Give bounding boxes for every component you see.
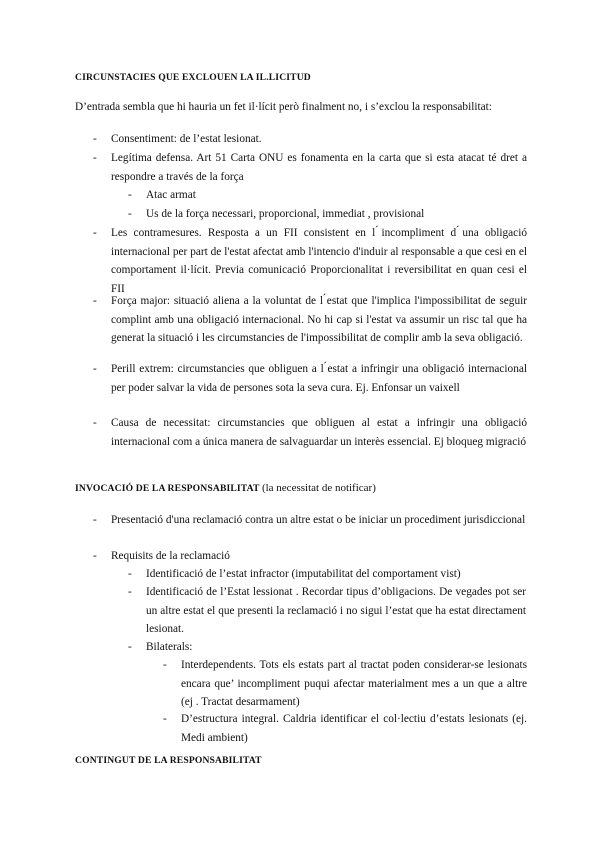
section-heading-invocacio-note: (la necessitat de notificar) xyxy=(261,482,376,494)
bullet-dash: - xyxy=(93,550,97,562)
bullet-dash: - xyxy=(93,227,97,239)
bullet-dash: - xyxy=(93,417,97,429)
sub-item-atac-armat: Atac armat xyxy=(146,189,196,201)
sub-bullet-dash: - xyxy=(128,568,132,580)
list-item-contramesures: Les contramesures. Resposta a un FII consistent en l ́incompliment d ́una obligació internacional per part de l'estat afectat amb l'intencio d'induir al responsable a que cesi en el comportament il·lícit. Previa comunicació Proporcionalitat i reversibilitat en quan cesi el FII xyxy=(111,227,527,296)
section-heading-circumstances: CIRCUNSTACIES QUE EXCLOUEN LA IL.LICITUD xyxy=(75,72,311,83)
section-heading-invocacio-title: INVOCACIÓ DE LA RESPONSABILITAT xyxy=(75,483,260,494)
sub-sub-bullet-dash: - xyxy=(163,713,167,725)
section-heading-contingut: CONTINGUT DE LA RESPONSABILITAT xyxy=(75,755,262,766)
section-heading-invocacio xyxy=(75,482,376,494)
sub-item-estat-lessionat: Identificació de l’Estat lessionat . Recordar tipus d’obligacions. De vegades pot ser un altre estat el que presenti la reclamació i no sigui l’estat que ha estat directament lesionat. xyxy=(146,586,526,636)
sub-bullet-dash: - xyxy=(128,586,132,598)
bullet-dash: - xyxy=(93,133,97,145)
sub-bullet-dash: - xyxy=(128,641,132,653)
list-item-forca-major: Força major: situació aliena a la voluntat de l ́estat que l'implica l'impossibilitat de seguir complint amb una obligació internacional. No hi cap si l'estat va assumir un risc tal que ha generat la situació i les circumstancies de l'impossibilitat de complir amb la seva obligació. xyxy=(111,295,527,345)
list-item-consentiment: Consentiment: de l’estat lesionat. xyxy=(111,133,262,145)
sub-bullet-dash: - xyxy=(128,208,132,220)
bullet-dash: - xyxy=(93,363,97,375)
sub-item-estat-infractor: Identificació de l’estat infractor (imputabilitat del comportament vist) xyxy=(146,568,461,580)
intro-paragraph: D’entrada sembla que hi hauria un fet il·lícit però finalment no, i s’exclou la responsabilitat: xyxy=(75,101,492,113)
bullet-dash: - xyxy=(93,295,97,307)
sub-bullet-dash: - xyxy=(128,189,132,201)
sub-sub-item-interdependents: Interdependents. Tots els estats part al tractat poden considerar-se lesionats encara que’ incompliment puqui afectar materialment mes a un que a altre (ej . Tractat desarmament) xyxy=(181,659,527,709)
list-item-presentacio: Presentació d'una reclamació contra un altre estat o be iniciar un procediment jurisdiccional xyxy=(111,514,526,526)
list-item-legitima-defensa: Legítima defensa. Art 51 Carta ONU es fonamenta en la carta que si esta atacat té dret a respondre a través de la força xyxy=(111,152,527,183)
bullet-dash: - xyxy=(93,152,97,164)
list-item-requisits: Requisits de la reclamació xyxy=(111,550,230,562)
bullet-dash: - xyxy=(93,514,97,526)
list-item-perill-extrem: Perill extrem: circumstancies que obliguen a l ́estat a infringir una obligació internacional per poder salvar la vida de persones sota la seva cura. Ej. Enfonsar un vaixell xyxy=(111,363,527,394)
sub-sub-bullet-dash: - xyxy=(163,659,167,671)
sub-item-us-forca: Us de la força necessari, proporcional, immediat , provisional xyxy=(146,208,425,220)
sub-sub-item-estructura-integral: D’estructura integral. Caldria identificar el col·lectiu d’estats lesionats (ej. Medi ambient) xyxy=(181,713,527,744)
sub-item-bilaterals: Bilaterals: xyxy=(146,641,193,653)
list-item-causa-necessitat: Causa de necessitat: circumstancies que obliguen al estat a infringir una obligació internacional com a única manera de salvaguardar un interès essencial. Ej bloqueg migració xyxy=(111,417,527,448)
